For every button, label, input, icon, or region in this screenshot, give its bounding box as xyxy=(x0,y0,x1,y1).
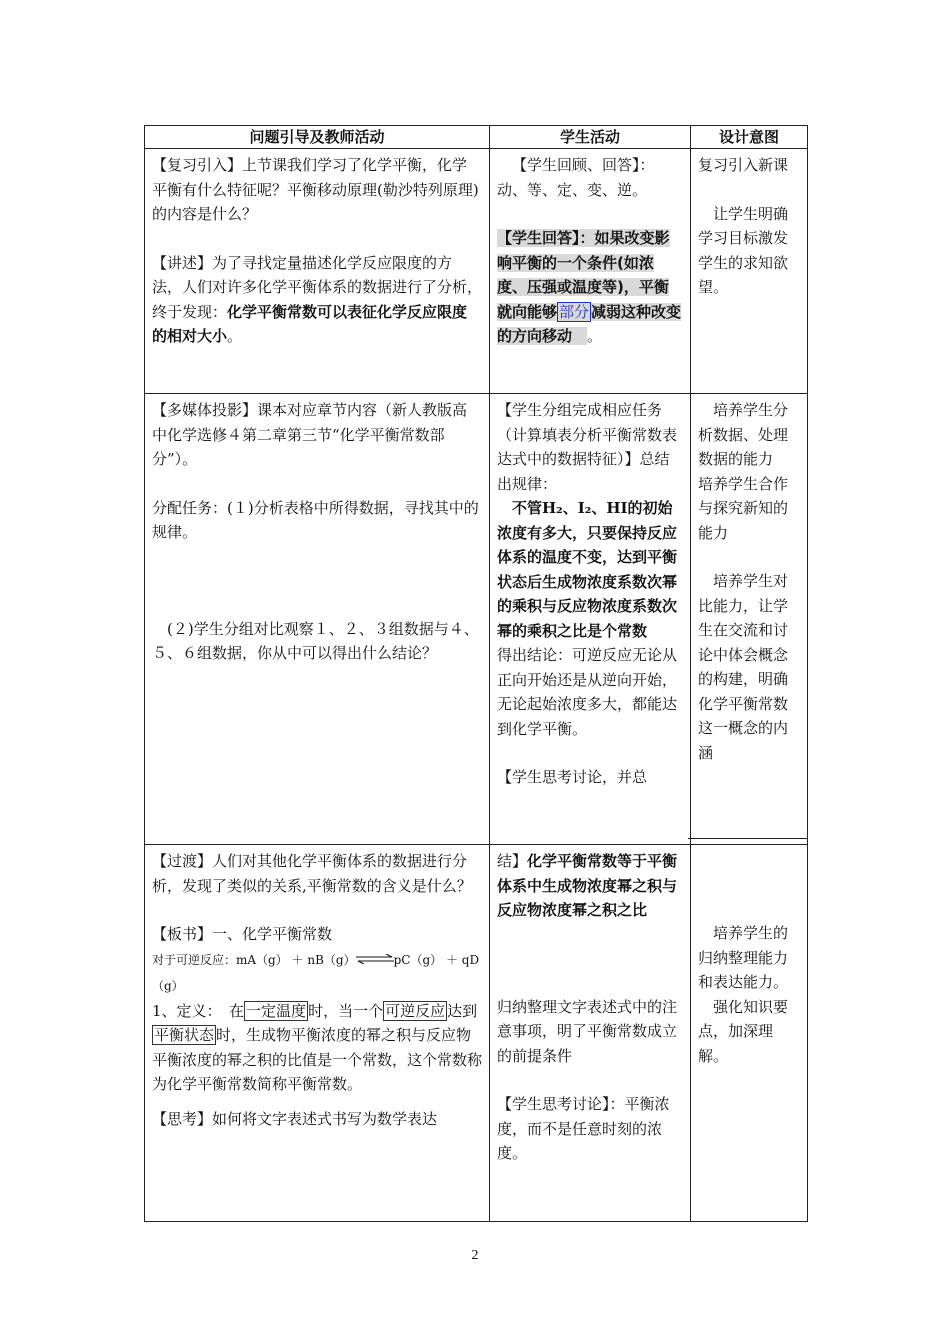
lecture-end: 。 xyxy=(227,327,243,345)
page-number: 2 xyxy=(471,1248,479,1263)
intent-cell xyxy=(691,149,808,394)
intent-text: 让学生明确学习目标激发学生的求知欲望。 xyxy=(698,204,789,296)
media-text: 课本对应章节内容（新人教版高中化学选修４第二章第三节“化学平衡常数部分”）。 xyxy=(152,401,468,468)
table-divider-line xyxy=(688,838,807,839)
definition-boxed-term: 可逆反应 xyxy=(385,1001,446,1020)
intent-cell xyxy=(691,394,808,845)
discuss-tag: 【学生思考讨论】 xyxy=(497,1095,610,1113)
definition-text: 时，当一个 xyxy=(308,1001,384,1020)
table-row xyxy=(145,845,808,1222)
student-cell xyxy=(490,845,691,1222)
teacher-cell xyxy=(145,845,490,1222)
answer-boxed-word: 部分 xyxy=(559,302,590,321)
header-student-activity: 学生活动 xyxy=(490,126,691,149)
intent-text: 培养学生对比能力，让学生在交流和讨论中体会概念的构建，明确化学平衡常数这一概念的内涵 xyxy=(698,572,789,762)
transition-tag: 【过渡】 xyxy=(152,852,213,870)
intent-text: 复习引入新课 xyxy=(698,156,789,174)
reaction-right: pC（g） ＋ qD（g） xyxy=(152,952,480,993)
table-row xyxy=(145,394,808,845)
summary-tail: 结】 xyxy=(497,852,528,870)
definition-paragraph xyxy=(152,999,482,1097)
intent-text: 强化知识要点，加深理解。 xyxy=(698,997,789,1065)
teacher-cell xyxy=(145,394,490,845)
table-header-row xyxy=(145,126,808,149)
student-recall: 【学生回顾、回答】：动、等、定、变、逆。 xyxy=(497,156,655,199)
student-organize: 归纳整理文字表述式中的注意事项，明了平衡常数成立的前提条件 xyxy=(497,997,678,1065)
student-discuss-two xyxy=(497,1092,683,1166)
student-cell xyxy=(490,149,691,394)
definition-boxed-term: 一定温度 xyxy=(246,1001,307,1020)
media-paragraph xyxy=(152,398,482,472)
task-two: (２)学生分组对比观察１、２、３组数据与４、５、６组数据，你从中可以得出什么结论？ xyxy=(152,619,479,662)
header-design-intent: 设计意图 xyxy=(691,126,808,149)
intent-text: 培养学生的归纳整理能力和表达能力。 xyxy=(698,924,789,991)
intent-cell xyxy=(691,845,808,1222)
think-text: 如何将文字表述式书写为数学表达 xyxy=(212,1109,438,1128)
reaction-equation xyxy=(152,947,482,999)
answer-highlight-a: 【学生回答】：如果改变影响平衡的一个条件(如浓度、压强或温度等)，平衡就向能够 xyxy=(497,229,670,321)
equilibrium-arrow-icon xyxy=(356,954,394,964)
lecture-tag: 【讲述】 xyxy=(152,253,213,272)
answer-highlight-b: 减弱这种改变的方向移动 xyxy=(497,302,682,345)
board-tag: 【板书】 xyxy=(152,925,213,943)
discuss-text: ：平衡浓度，而不是任意时刻的浓度。 xyxy=(497,1095,670,1162)
review-tag: 【复习引入】 xyxy=(152,156,243,174)
board-paragraph xyxy=(152,922,482,947)
think-paragraph xyxy=(152,1107,482,1132)
student-discuss-head: 【学生思考讨论，并总 xyxy=(497,768,648,786)
definition-prefix: 1、定义： 在 xyxy=(152,1001,245,1020)
definition-boxed-term: 平衡状态 xyxy=(154,1026,215,1044)
board-text: 一、化学平衡常数 xyxy=(212,925,333,943)
student-answer xyxy=(497,226,683,349)
definition-text: 达到 xyxy=(447,1001,478,1020)
lecture-text: 为了寻找定量描述化学反应限度的方法，人们对许多化学平衡体系的数据进行了分析，终于发现： xyxy=(152,253,483,321)
student-conclusion: 得出结论：可逆反应无论从正向开始还是从逆向开始，无论起始浓度多大，都能达到化学平衡。 xyxy=(497,646,678,738)
transition-text: 人们对其他化学平衡体系的数据进行分析，发现了类似的关系,平衡常数的含义是什么？ xyxy=(152,852,472,895)
review-text: 上节课我们学习了化学平衡，化学平衡有什么特征呢？平衡移动原理(勒沙特列原理)的内容是什么？ xyxy=(152,156,479,223)
intent-text: 培养学生合作与探究新知的能力 xyxy=(698,474,789,542)
task-one: 分配任务：(１)分析表格中所得数据，寻找其中的规律。 xyxy=(152,498,479,541)
student-summary xyxy=(497,849,683,923)
transition-paragraph xyxy=(152,849,482,898)
student-cell xyxy=(490,394,691,845)
media-tag: 【多媒体投影】 xyxy=(152,401,258,419)
summary-bold: 化学平衡常数等于平衡体系中生成物浓度幂之积与反应物浓度幂之积之比 xyxy=(497,852,678,919)
header-teacher-activity: 问题引导及教师活动 xyxy=(145,126,490,149)
student-group-task: 【学生分组完成相应任务（计算填表分析平衡常数表达式中的数据特征）】总结出规律： xyxy=(497,401,678,493)
table-row xyxy=(145,149,808,394)
lecture-paragraph xyxy=(152,251,482,349)
lesson-plan-table xyxy=(144,125,808,1222)
review-paragraph xyxy=(152,153,482,227)
intent-text: 培养学生分析数据、处理数据的能力 xyxy=(698,401,789,468)
reaction-left: 对于可逆反应：mA（g） ＋ nB（g） xyxy=(152,952,356,967)
lecture-bold-text: 化学平衡常数可以表征化学反应限度的相对大小 xyxy=(152,302,468,345)
student-rule: 不管H₂、I₂、HI的初始浓度有多大，只要保持反应体系的温度不变，达到平衡状态后生成物浓度系数次幂的乘积与反应物浓度系数次幂的乘积之比是个常数 xyxy=(497,499,678,640)
definition-text: 时，生成物平衡浓度的幂之积与反应物平衡浓度的幂之积的比值是一个常数，这个常数称为化学平衡常数简称平衡常数。 xyxy=(152,1026,483,1093)
teacher-cell xyxy=(145,149,490,394)
think-tag: 【思考】 xyxy=(152,1109,213,1128)
answer-end: 。 xyxy=(587,327,603,345)
